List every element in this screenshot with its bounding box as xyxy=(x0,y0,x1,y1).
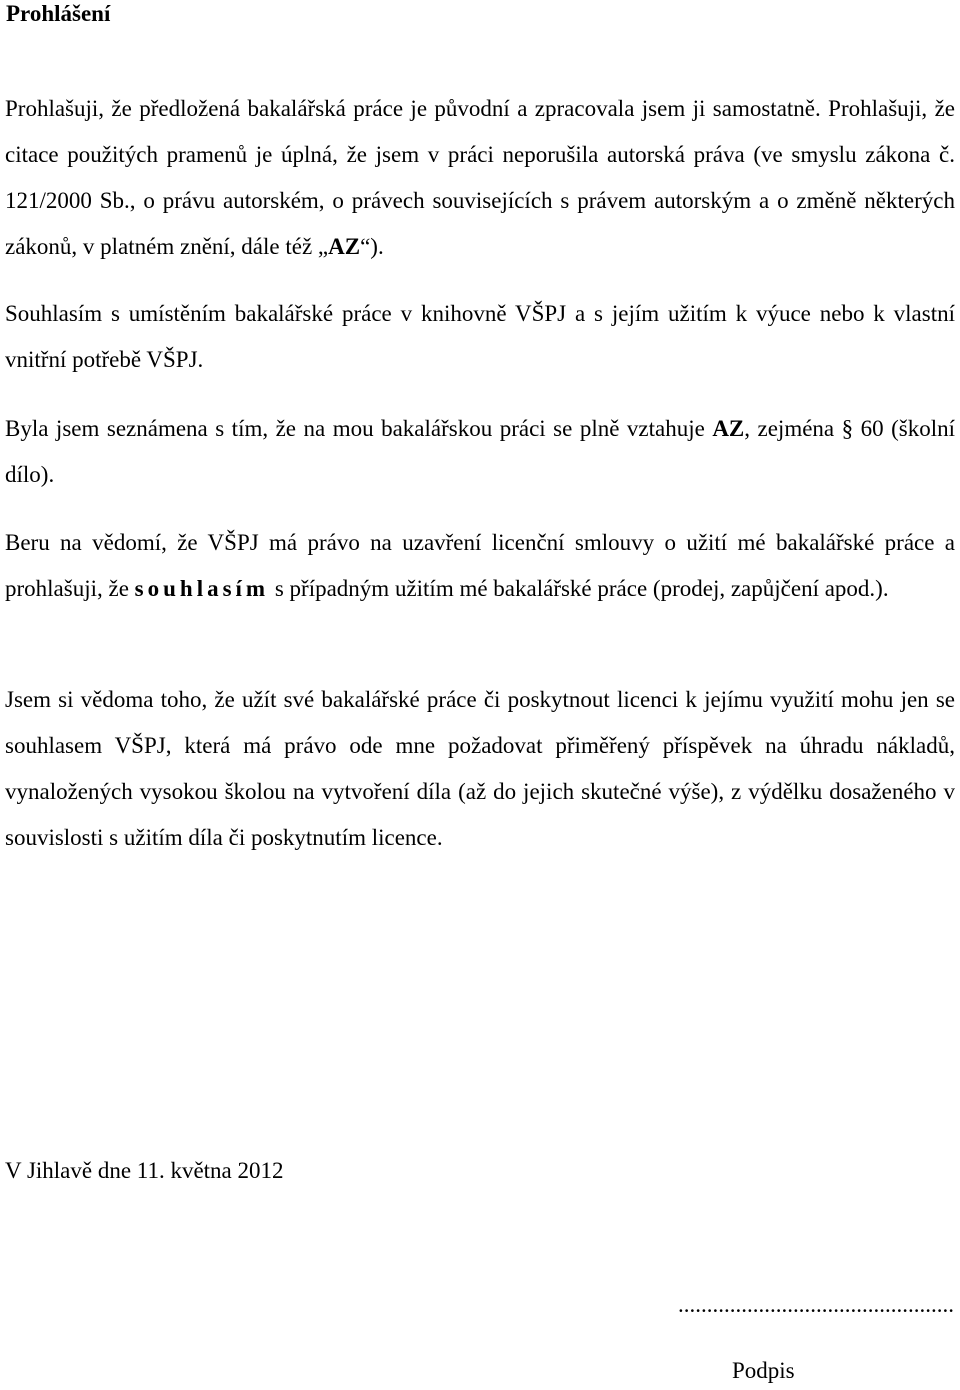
declaration-paragraph-license xyxy=(5,520,955,612)
consent-emphasis: souhlasím xyxy=(134,576,270,601)
page-title: Prohlášení xyxy=(6,1,111,26)
paragraph-text: s případným užitím mé bakalářské práce (prodej, zapůjčení apod.). xyxy=(269,576,889,601)
declaration-paragraph-library-consent: Souhlasím s umístěním bakalářské práce v knihovně VŠPJ a s jejím užitím k výuce nebo k vlastní vnitřní potřebě VŠPJ. xyxy=(5,301,955,372)
declaration-paragraph-copyright-law xyxy=(5,406,955,498)
signature-line: ................................................ xyxy=(678,1292,954,1317)
az-abbreviation: AZ xyxy=(328,234,361,259)
declaration-paragraph-usage-terms: Jsem si vědoma toho, že užít své bakalářské práce či poskytnout licenci k jejímu využití mohu jen se souhlasem VŠPJ, která má právo ode mne požadovat přiměřený příspěvek na úhradu nákladů, vynaložených vysokou školou na vytvoření díla (až do jejich skutečné výše), z výdělku dosaženého v souvislosti s užitím díla či poskytnutím licence. xyxy=(5,687,955,850)
place-and-date: V Jihlavě dne 11. května 2012 xyxy=(5,1158,284,1183)
paragraph-text: Prohlašuji, že předložená bakalářská práce je původní a zpracovala jsem ji samostatně. Prohlašuji, že citace použitých pramenů je úplná, že jsem v práci neporušila autorská práva (ve smyslu zákona č. 121/2000 Sb., o právu autorském, o právech souvisejících s právem autorským a o změně některých zákonů, v platném znění, dále též „ xyxy=(5,96,955,259)
paragraph-text: Byla jsem seznámena s tím, že na mou bakalářskou práci se plně vztahuje xyxy=(5,416,713,441)
declaration-paragraph-originality xyxy=(5,86,955,270)
az-abbreviation: AZ xyxy=(712,416,745,441)
paragraph-text: “). xyxy=(360,234,384,259)
paragraph-text: , zejména § 60 (školní dílo). xyxy=(5,416,955,487)
paragraph-text: Beru na vědomí, že VŠPJ má právo na uzavření licenční smlouvy o užití mé bakalářské práce a prohlašuji, že xyxy=(5,530,955,601)
signature-label: Podpis xyxy=(732,1358,795,1383)
